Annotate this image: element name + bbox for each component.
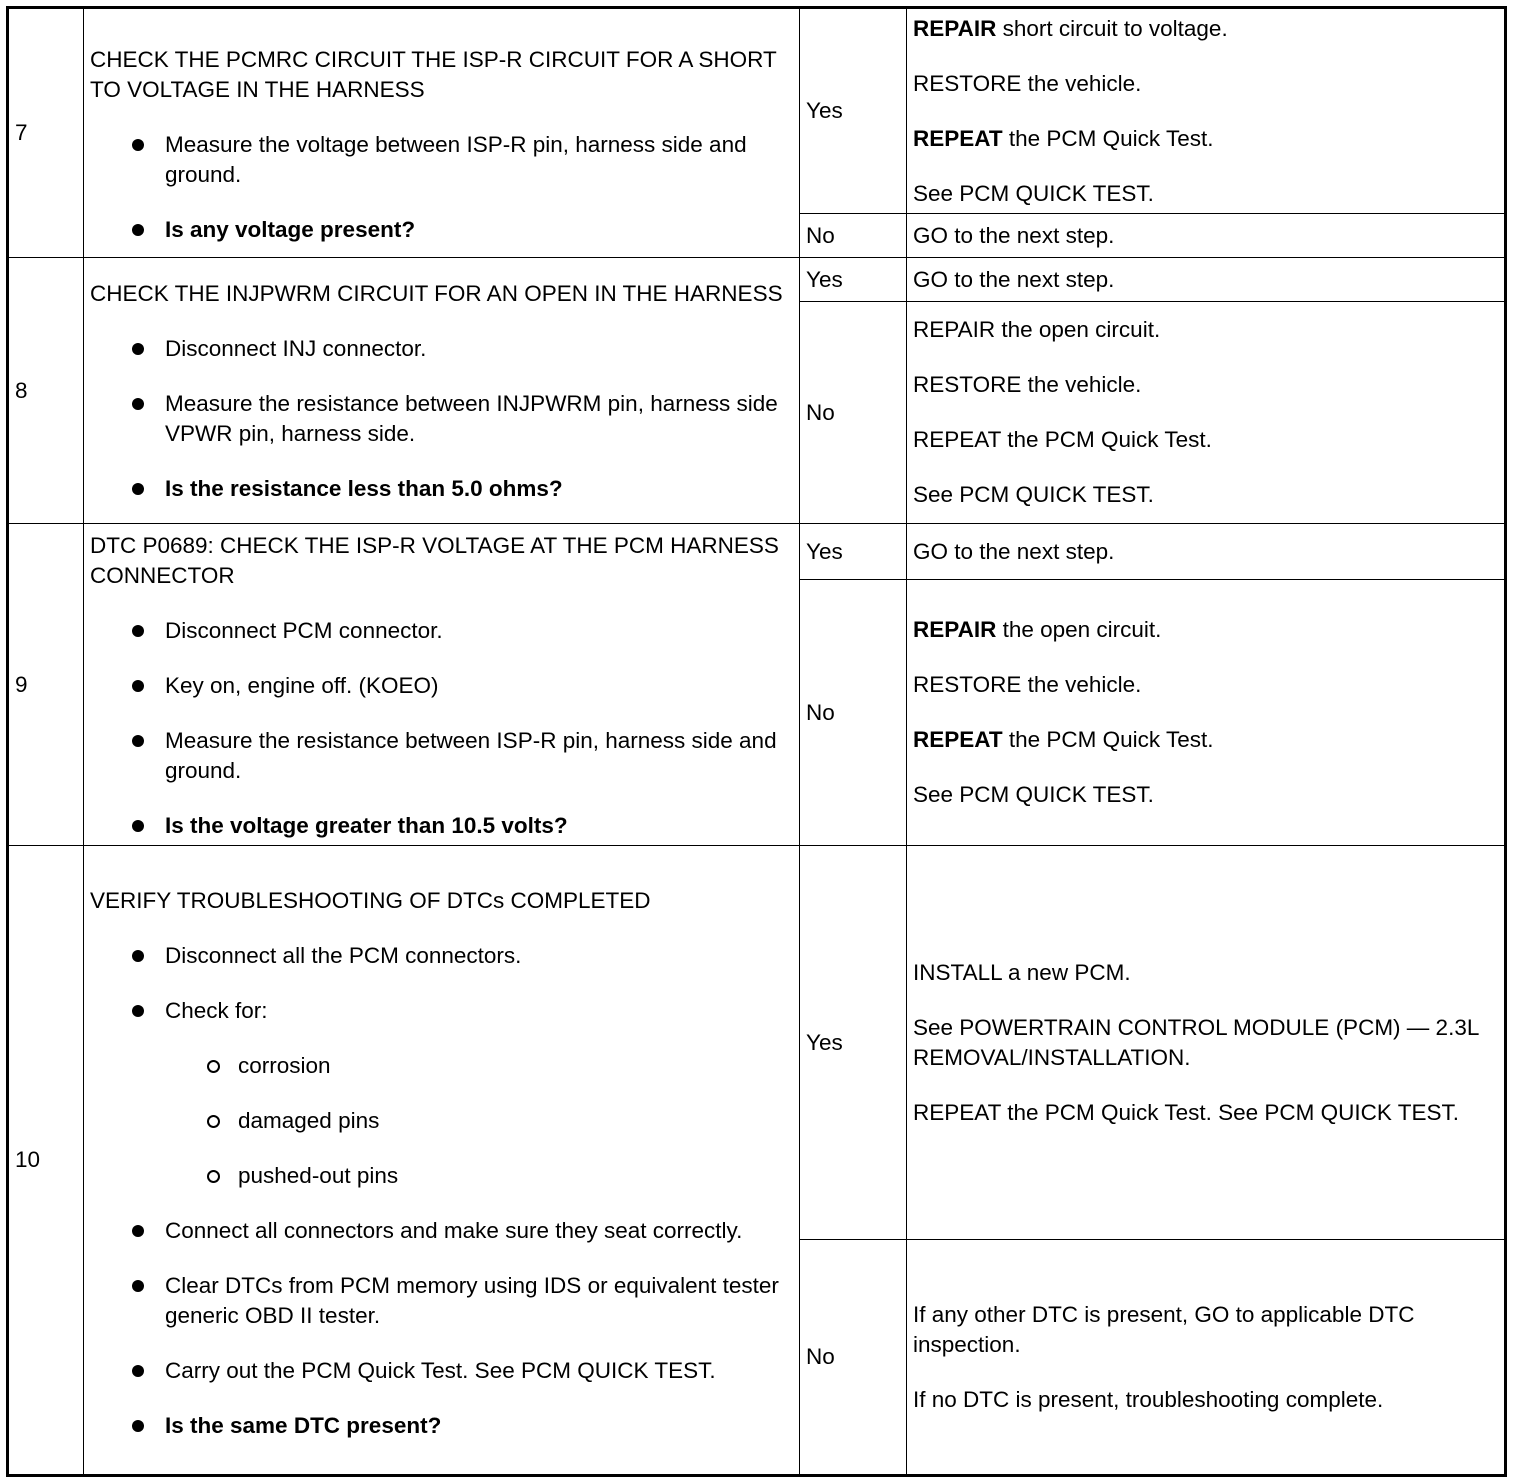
check-item: Disconnect all the PCM connectors.: [90, 941, 793, 971]
check-item: Measure the resistance between ISP-R pin, harness side and ground.: [90, 726, 793, 786]
step-9-instructions: [84, 524, 800, 846]
answer-no: No: [800, 214, 907, 258]
action-line: REPAIR the open circuit.: [913, 317, 1161, 342]
step-question: Is the voltage greater than 10.5 volts?: [90, 811, 793, 841]
check-item: Key on, engine off. (KOEO): [90, 671, 793, 701]
action-text: the PCM Quick Test.: [1002, 727, 1214, 752]
action-line: GO to the next step.: [913, 222, 1115, 248]
answer-no: No: [800, 302, 907, 524]
answer-yes: Yes: [800, 8, 907, 214]
action-no: [907, 580, 1506, 846]
check-item: Connect all connectors and make sure they seat correctly.: [90, 1216, 793, 1246]
check-item: Clear DTCs from PCM memory using IDS or equivalent tester generic OBD II tester.: [90, 1271, 793, 1331]
answer-no: No: [800, 1240, 907, 1476]
action-line: See PCM QUICK TEST.: [913, 180, 1154, 206]
action-keyword: REPEAT: [913, 125, 1003, 151]
answer-yes: Yes: [800, 524, 907, 580]
action-yes: [907, 846, 1506, 1240]
action-yes: [907, 524, 1506, 580]
action-line: RESTORE the vehicle.: [913, 372, 1142, 397]
action-no: [907, 302, 1506, 524]
step-8-instructions: [84, 258, 800, 524]
action-line: REPEAT the PCM Quick Test. See PCM QUICK TEST.: [913, 1099, 1459, 1125]
action-line: See POWERTRAIN CONTROL MODULE (PCM) — 2.3L REMOVAL/INSTALLATION.: [913, 1014, 1479, 1070]
step-number: 8: [8, 258, 84, 524]
step-9-yes-row: [8, 524, 1506, 580]
step-question: Is the same DTC present?: [90, 1411, 793, 1441]
answer-yes: Yes: [800, 846, 907, 1240]
action-line: INSTALL a new PCM.: [913, 959, 1131, 985]
step-question: Is the resistance less than 5.0 ohms?: [90, 474, 793, 504]
sub-check-list: [165, 1051, 793, 1191]
check-item-with-sublist: [90, 996, 793, 1191]
action-line: [913, 615, 1498, 645]
diagnostic-procedure-table: [6, 6, 1507, 1477]
action-line: REPEAT the PCM Quick Test.: [913, 427, 1212, 452]
action-line: See PCM QUICK TEST.: [913, 782, 1154, 807]
step-title: VERIFY TROUBLESHOOTING OF DTCs COMPLETED: [90, 887, 651, 913]
action-line: GO to the next step.: [913, 538, 1115, 564]
check-item: Measure the voltage between ISP-R pin, harness side and ground.: [90, 130, 793, 190]
action-yes: [907, 8, 1506, 214]
action-line: [913, 725, 1498, 755]
check-item-label: Check for:: [165, 997, 268, 1023]
action-line: RESTORE the vehicle.: [913, 672, 1142, 697]
step-question: Is any voltage present?: [90, 215, 793, 245]
action-keyword: REPEAT: [913, 727, 1003, 752]
answer-yes: Yes: [800, 258, 907, 302]
step-10-yes-row: [8, 846, 1506, 1240]
action-line: [913, 124, 1498, 154]
step-number: 7: [8, 8, 84, 258]
step-number: 9: [8, 524, 84, 846]
action-yes: [907, 258, 1506, 302]
step-title: CHECK THE INJPWRM CIRCUIT FOR AN OPEN IN THE HARNESS: [90, 281, 783, 306]
action-line: If no DTC is present, troubleshooting complete.: [913, 1386, 1384, 1412]
sub-check-item: damaged pins: [90, 1106, 793, 1136]
step-title: CHECK THE PCMRC CIRCUIT THE ISP-R CIRCUIT FOR A SHORT TO VOLTAGE IN THE HARNESS: [90, 46, 777, 102]
sub-check-item: corrosion: [90, 1051, 793, 1081]
step-title: DTC P0689: CHECK THE ISP-R VOLTAGE AT THE PCM HARNESS CONNECTOR: [90, 532, 779, 588]
check-item: Measure the resistance between INJPWRM pin, harness side VPWR pin, harness side.: [90, 389, 793, 449]
answer-no: No: [800, 580, 907, 846]
action-line: [913, 14, 1498, 44]
step-10-instructions: [84, 846, 800, 1476]
step-8-yes-row: [8, 258, 1506, 302]
check-item: Disconnect PCM connector.: [90, 616, 793, 646]
action-line: If any other DTC is present, GO to applicable DTC inspection.: [913, 1301, 1415, 1357]
check-list: [90, 941, 793, 1441]
check-item: Carry out the PCM Quick Test. See PCM QUICK TEST.: [90, 1356, 793, 1386]
action-line: RESTORE the vehicle.: [913, 70, 1142, 96]
check-list: [90, 130, 793, 245]
check-item: Disconnect INJ connector.: [90, 334, 793, 364]
action-text: short circuit to voltage.: [996, 15, 1228, 41]
action-keyword: REPAIR: [913, 15, 997, 41]
step-7-instructions: [84, 8, 800, 258]
action-text: the open circuit.: [996, 617, 1162, 642]
action-text: the PCM Quick Test.: [1002, 125, 1214, 151]
action-line: See PCM QUICK TEST.: [913, 482, 1154, 507]
action-line: GO to the next step.: [913, 266, 1115, 292]
step-7-yes-row: [8, 8, 1506, 214]
action-keyword: REPAIR: [913, 617, 997, 642]
check-list: [90, 616, 793, 841]
check-list: [90, 334, 793, 504]
step-number: 10: [8, 846, 84, 1476]
action-no: [907, 214, 1506, 258]
action-no: [907, 1240, 1506, 1476]
sub-check-item: pushed-out pins: [90, 1161, 793, 1191]
